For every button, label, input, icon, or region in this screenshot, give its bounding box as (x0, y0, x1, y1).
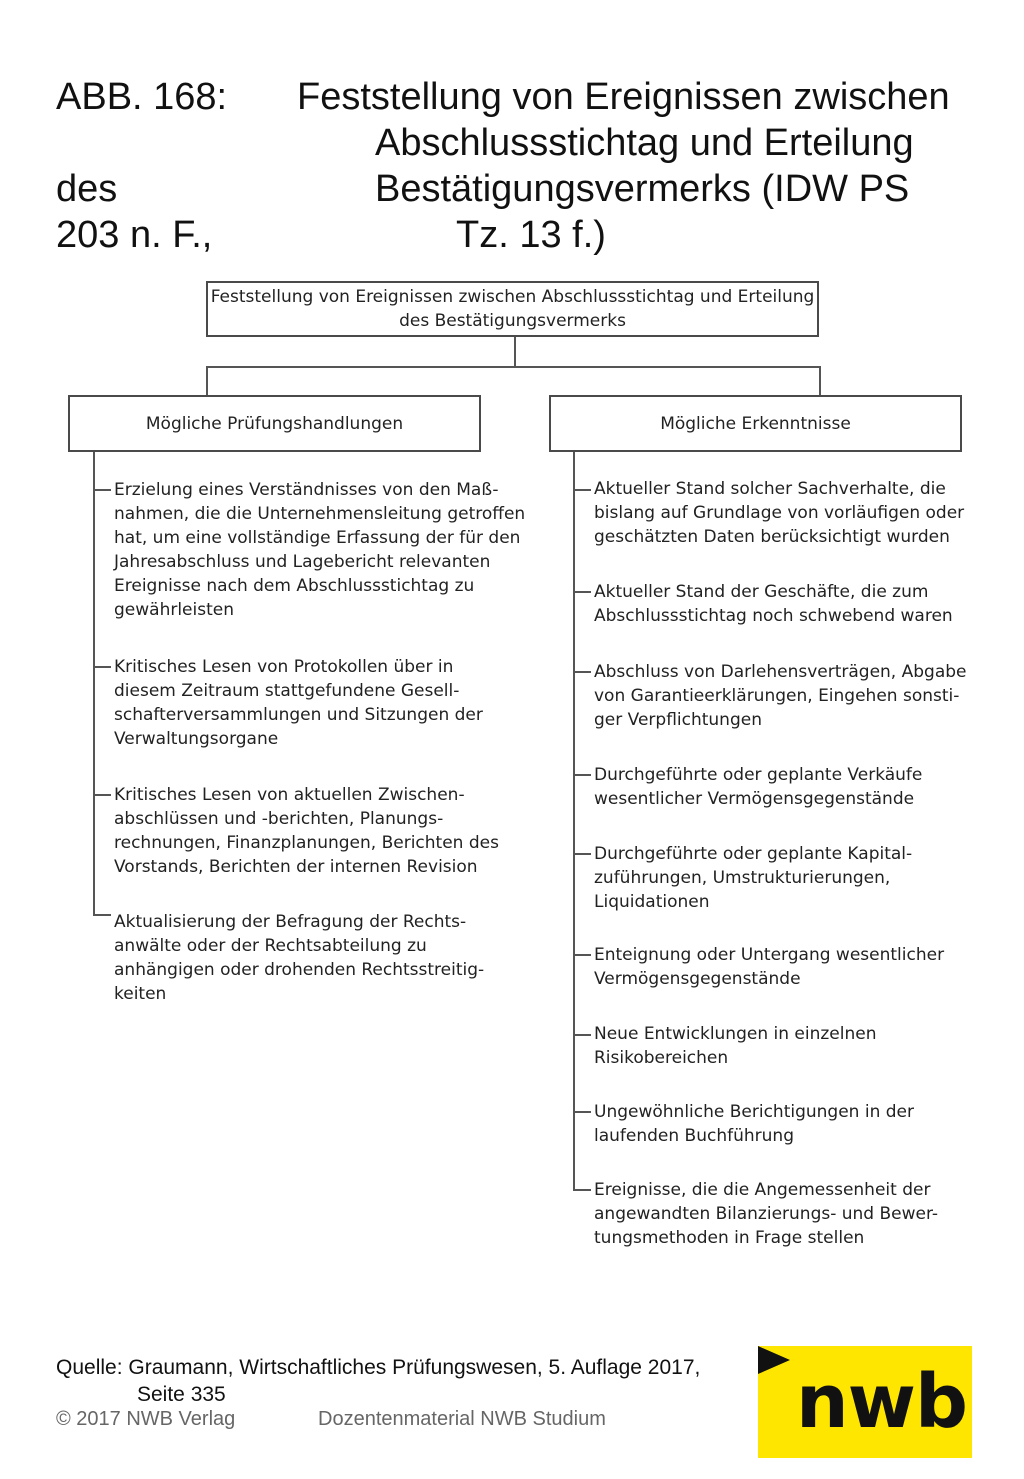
figure-title-line3a: des (56, 168, 118, 210)
right-item-6: Enteignung oder Untergang wesentlicher Vermögensgegenstände (594, 945, 945, 989)
right-item-8-tick (573, 1111, 591, 1113)
root-box (206, 281, 819, 337)
left-item-2-tick (93, 666, 111, 668)
root-box-line2: des Bestätigungsvermerks (399, 311, 626, 331)
right-item-7: Neue Entwicklungen in einzelnen Risikobereichen (594, 1024, 877, 1068)
nwb-logo (758, 1346, 972, 1458)
left-item-2: Kritisches Lesen von Protokollen über in diesem Zeitraum stattgefundene Gesell- schafterversammlungen und Sitzungen der Verwaltungsorgane (114, 657, 483, 749)
right-item-4-tick (573, 774, 591, 776)
right-item-2: Aktueller Stand der Geschäfte, die zum Abschlussstichtag noch schwebend waren (594, 582, 953, 626)
logo-arrow-icon (758, 1346, 790, 1374)
left-item-4: Aktualisierung der Befragung der Rechts- anwälte oder der Rechtsabteilung zu anhängigen oder drohenden Rechtsstreitig- keiten (114, 912, 485, 1004)
right-item-7-tick (573, 1034, 591, 1036)
right-item-1-tick (573, 489, 591, 491)
right-item-1: Aktueller Stand solcher Sachverhalte, die bislang auf Grundlage von vorläufigen oder geschätzten Daten berücksichtigt wurden (594, 479, 965, 547)
copyright-text: © 2017 NWB Verlag (56, 1408, 236, 1430)
left-item-3: Kritisches Lesen von aktuellen Zwischen- abschlüssen und -berichten, Planungs- rechnungen, Finanzplanungen, Berichten des Vorstands, Berichten der internen Revision (114, 785, 499, 877)
right-item-3: Abschluss von Darlehensverträgen, Abgabe von Garantieerklärungen, Eingehen sonsti- ger Verpflichtungen (594, 662, 967, 730)
right-item-6-tick (573, 954, 591, 956)
right-item-5: Durchgeführte oder geplante Kapital- zuführungen, Umstrukturierungen, Liquidationen (594, 844, 913, 912)
figure-title-line1-text: Feststellung von Ereignissen zwischen (297, 76, 950, 118)
left-item-1: Erzielung eines Verständnisses von den Maß- nahmen, die die Unternehmensleitung getroffen hat, um eine vollständige Erfassung der für den Jahresabschluss und Lagebericht relevanten Ereignisse nach dem Abschlussstichtag zu gewährleisten (114, 480, 526, 620)
right-item-4: Durchgeführte oder geplante Verkäufe wesentlicher Vermögensgegenstände (594, 765, 923, 809)
right-branch-drop (819, 366, 821, 396)
left-branch-drop (206, 366, 208, 396)
right-item-9-tick (573, 1189, 591, 1191)
right-spine (573, 452, 575, 1190)
material-text: Dozentenmaterial NWB Studium (318, 1408, 606, 1430)
right-item-9: Ereignisse, die die Angemessenheit der angewandten Bilanzierungs- und Bewer- tungsmethoden in Frage stellen (594, 1180, 939, 1248)
left-item-4-tick (93, 914, 111, 916)
branch-connector (206, 366, 821, 368)
figure-title-line1-label: ABB. 168: (56, 76, 228, 118)
figure-title-line2: Abschlussstichtag und Erteilung (375, 122, 914, 164)
figure-title-line4b: Tz. 13 f.) (456, 214, 606, 256)
root-box-line1: Feststellung von Ereignissen zwischen Abschlussstichtag und Erteilung (210, 287, 815, 307)
right-item-3-tick (573, 671, 591, 673)
logo-text: nwb (796, 1359, 968, 1445)
root-connector (514, 337, 516, 367)
right-item-2-tick (573, 591, 591, 593)
right-item-8: Ungewöhnliche Berichtigungen in der laufenden Buchführung (594, 1102, 915, 1146)
right-item-5-tick (573, 853, 591, 855)
source-line2: Seite 335 (137, 1383, 226, 1406)
left-item-1-tick (93, 489, 111, 491)
left-item-3-tick (93, 794, 111, 796)
left-header-box: Mögliche Prüfungshandlungen (68, 395, 481, 452)
source-line1: Quelle: Graumann, Wirtschaftliches Prüfungswesen, 5. Auflage 2017, (56, 1356, 701, 1379)
right-header-box: Mögliche Erkenntnisse (549, 395, 962, 452)
left-spine (93, 452, 95, 916)
figure-title-line3b: Bestätigungsvermerks (IDW PS (375, 168, 910, 210)
figure-title-line4a: 203 n. F., (56, 214, 213, 256)
